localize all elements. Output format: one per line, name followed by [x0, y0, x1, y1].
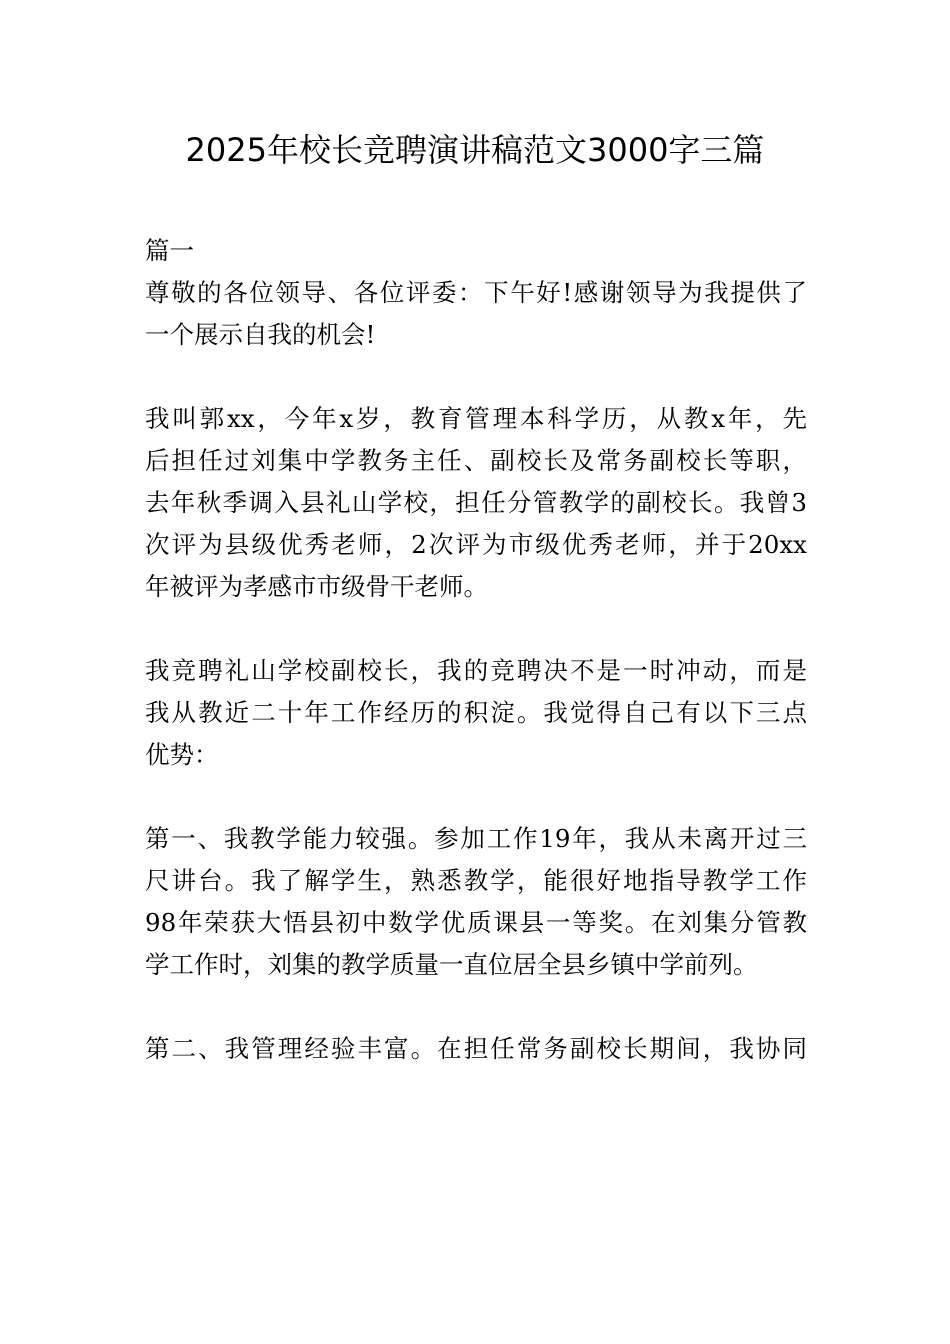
paragraph-line: 我叫郭xx，今年x岁，教育管理本科学历，从教x年，先: [145, 404, 807, 433]
paragraph-line: 我竞聘礼山学校副校长，我的竞聘决不是一时冲动，而是: [145, 656, 807, 685]
paragraph-line: 一个展示自我的机会!: [145, 320, 376, 349]
section-heading: 篇一: [145, 236, 194, 265]
paragraph-line: 尊敬的各位领导、各位评委：下午好!感谢领导为我提供了: [145, 278, 807, 307]
paragraph-line: 后担任过刘集中学教务主任、副校长及常务副校长等职，: [145, 446, 807, 475]
paragraph-line: 98年荣获大悟县初中数学优质课县一等奖。在刘集分管教: [145, 908, 807, 937]
paragraph-gap: [145, 356, 807, 398]
document-title: 2025年校长竞聘演讲稿范文3000字三篇: [185, 131, 765, 169]
paragraph-gap: [145, 986, 807, 1028]
paragraph-line: 第二、我管理经验丰富。在担任常务副校长期间，我协同: [145, 1034, 807, 1063]
document-body: [145, 230, 807, 1070]
paragraph-line: 第一、我教学能力较强。参加工作19年，我从未离开过三: [145, 824, 807, 853]
paragraph-line: 尺讲台。我了解学生，熟悉教学，能很好地指导教学工作: [145, 866, 807, 895]
paragraph-line: 优势：: [145, 740, 219, 769]
paragraph-line: 我从教近二十年工作经历的积淀。我觉得自己有以下三点: [145, 698, 807, 727]
paragraph-line: 去年秋季调入县礼山学校，担任分管教学的副校长。我曾3: [145, 488, 807, 517]
paragraph-gap: [145, 776, 807, 818]
paragraph-gap: [145, 608, 807, 650]
paragraph-line: 次评为县级优秀老师，2次评为市级优秀老师，并于20xx: [145, 530, 807, 559]
paragraph-line: 学工作时，刘集的教学质量一直位居全县乡镇中学前列。: [145, 950, 758, 979]
paragraph-line: 年被评为孝感市市级骨干老师。: [145, 572, 488, 601]
